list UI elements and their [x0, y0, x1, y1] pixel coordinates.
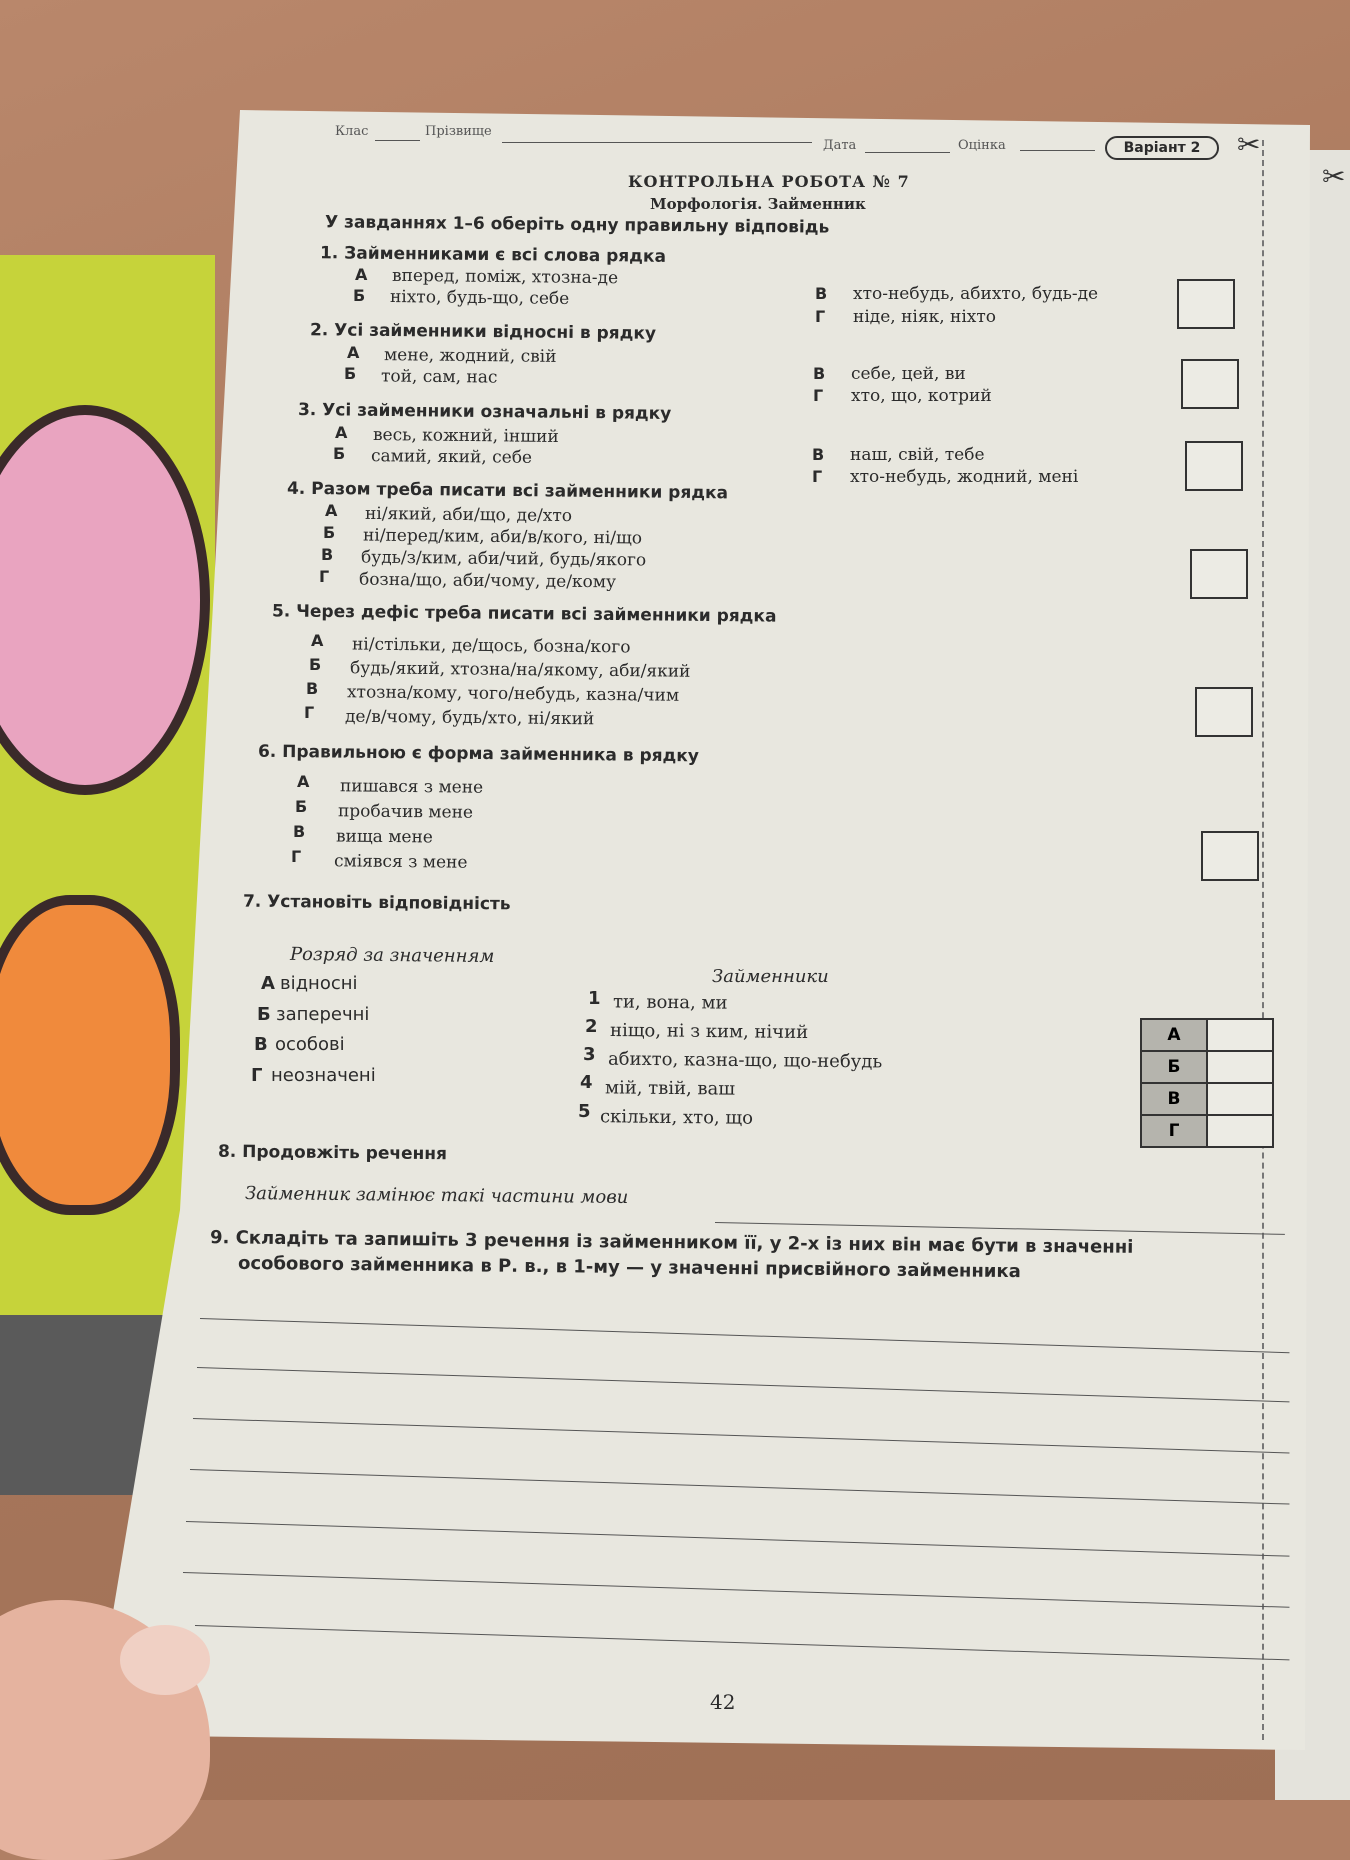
option-letter: В	[815, 284, 828, 303]
category-text: особові	[275, 1034, 345, 1055]
instruction: У завданнях 1–6 оберіть одну правильну відповідь	[324, 212, 830, 238]
option-letter: Г	[291, 847, 302, 866]
option-letter: В	[813, 364, 826, 383]
question-1: 1. Займенниками є всі слова рядка	[319, 243, 667, 267]
pronoun-text: абихто, казна-що, що-небудь	[607, 1048, 883, 1073]
option-letter: Г	[319, 567, 330, 586]
option-letter: Б	[344, 364, 357, 383]
option-text: будь/який, хтозна/на/якому, аби/який	[349, 658, 691, 682]
option-letter: А	[325, 501, 338, 520]
option-letter: Б	[323, 523, 336, 542]
option-text: наш, свій, тебе	[850, 445, 985, 465]
question-3: 3. Усі займенники означальні в рядку	[297, 400, 672, 424]
option-text: весь, кожний, інший	[372, 425, 559, 447]
option-text: хто, що, котрий	[851, 386, 992, 406]
option-text: ні/який, аби/що, де/хто	[364, 503, 573, 527]
answer-box-6[interactable]	[1201, 831, 1259, 881]
category-heading: Розряд за значенням	[289, 943, 495, 968]
option-text: пробачив мене	[337, 801, 474, 823]
option-letter: А	[347, 343, 360, 362]
answer-box-2[interactable]	[1181, 359, 1239, 409]
option-text: хто-небудь, абихто, будь-де	[853, 284, 1099, 304]
answer-box-4[interactable]	[1190, 549, 1248, 599]
variant-badge: Варіант 2	[1105, 136, 1219, 160]
category-letter: В	[254, 1034, 268, 1055]
surname-label: Прізвище	[425, 124, 492, 139]
question-9: 9. Складіть та запишіть 3 речення із займенником її, у 2-х із них він має бути в значенні	[209, 1227, 1134, 1258]
option-letter: А	[355, 265, 368, 284]
page-title: КОНТРОЛЬНА РОБОТА № 7	[628, 172, 910, 191]
option-text: бозна/що, аби/чому, де/кому	[358, 569, 617, 593]
option-letter: В	[321, 545, 334, 564]
worksheet-page	[40, 110, 1310, 1750]
option-text: хтозна/кому, чого/небудь, казна/чим	[346, 682, 680, 706]
option-letter: А	[335, 423, 348, 442]
pronoun-number: 2	[585, 1016, 598, 1037]
pronoun-text: мій, твій, ваш	[604, 1077, 736, 1100]
option-letter: Б	[309, 655, 322, 674]
pronoun-number: 5	[578, 1101, 591, 1122]
option-letter: Г	[812, 467, 823, 486]
option-text: мене, жодний, свій	[383, 345, 557, 367]
pronoun-text: ніщо, ні з ким, нічий	[609, 1019, 809, 1044]
option-letter: Г	[815, 307, 826, 326]
question-9-continued: особового займенника в Р. в., в 1-му — у значенні присвійного займенника	[237, 1252, 1021, 1283]
grid-answer-cell[interactable]	[1207, 1019, 1273, 1051]
option-letter: В	[306, 679, 319, 698]
surname-field[interactable]	[502, 142, 812, 143]
option-text: ні/стільки, де/щось, бозна/кого	[351, 634, 631, 658]
option-letter: Г	[304, 703, 315, 722]
answer-box-1[interactable]	[1177, 279, 1235, 329]
grid-answer-cell[interactable]	[1207, 1115, 1273, 1147]
pronouns-heading: Займенники	[712, 966, 829, 987]
flower-pattern	[0, 895, 180, 1215]
option-text: ніхто, будь-що, себе	[389, 287, 570, 309]
option-text: де/в/чому, будь/хто, ні/який	[344, 706, 595, 730]
option-text: будь/з/ким, аби/чий, будь/якого	[360, 547, 647, 571]
date-label: Дата	[823, 138, 857, 153]
q8-prompt: Займенник замінює такі частини мови	[244, 1182, 629, 1209]
category-text: неозначені	[271, 1065, 376, 1086]
option-text: самий, який, себе	[370, 446, 533, 468]
grid-letter: В	[1141, 1083, 1207, 1115]
option-letter: Б	[353, 286, 366, 305]
grid-letter: Б	[1141, 1051, 1207, 1083]
option-letter: В	[293, 822, 306, 841]
option-text: хто-небудь, жодний, мені	[850, 467, 1079, 487]
category-text: відносні	[280, 973, 358, 994]
option-letter: Б	[333, 444, 346, 463]
question-8: 8. Продовжіть речення	[217, 1141, 448, 1165]
option-text: вища мене	[335, 826, 434, 848]
answer-grid	[1140, 1018, 1274, 1148]
option-text: ніде, ніяк, ніхто	[853, 307, 997, 327]
question-2: 2. Усі займенники відносні в рядку	[309, 320, 657, 344]
option-letter: Б	[295, 797, 308, 816]
grade-field[interactable]	[1020, 150, 1095, 151]
scissors-icon: ✂	[1322, 160, 1346, 193]
pronoun-number: 4	[580, 1072, 593, 1093]
class-label: Клас	[335, 124, 369, 139]
category-letter: Б	[257, 1004, 271, 1025]
class-field[interactable]	[375, 140, 420, 141]
flower-pattern	[0, 405, 210, 795]
option-letter: А	[297, 772, 310, 791]
question-4: 4. Разом треба писати всі займенники рядка	[286, 478, 729, 504]
grid-letter: А	[1141, 1019, 1207, 1051]
pronoun-number: 3	[583, 1044, 596, 1065]
grade-label: Оцінка	[958, 138, 1006, 153]
option-text: вперед, поміж, хтозна-де	[391, 265, 619, 289]
grid-answer-cell[interactable]	[1207, 1083, 1273, 1115]
option-letter: Г	[813, 386, 824, 405]
cut-line	[1262, 140, 1264, 1740]
category-letter: Г	[251, 1065, 263, 1086]
option-letter: В	[812, 445, 825, 464]
answer-box-3[interactable]	[1185, 441, 1243, 491]
page-subtitle: Морфологія. Займенник	[650, 195, 866, 213]
option-text: себе, цей, ви	[851, 364, 966, 384]
category-letter: А	[261, 973, 275, 994]
question-7: 7. Установіть відповідність	[242, 891, 511, 915]
grid-answer-cell[interactable]	[1207, 1051, 1273, 1083]
option-text: пишався з мене	[339, 776, 484, 798]
pronoun-number: 1	[588, 988, 601, 1009]
question-5: 5. Через дефіс треба писати всі займенники рядка	[271, 601, 777, 627]
option-letter: А	[311, 631, 324, 650]
answer-box-5[interactable]	[1195, 687, 1253, 737]
thumb-nail	[120, 1625, 210, 1695]
pronoun-text: скільки, хто, що	[599, 1106, 754, 1129]
category-text: заперечні	[276, 1004, 370, 1025]
scissors-icon: ✂	[1237, 128, 1261, 161]
option-text: той, сам, нас	[380, 366, 498, 388]
question-6: 6. Правильною є форма займенника в рядку	[257, 741, 700, 767]
option-text: сміявся з мене	[333, 851, 468, 873]
option-text: ні/перед/ким, аби/в/кого, ні/що	[362, 525, 643, 549]
page-number: 42	[710, 1690, 736, 1714]
date-field[interactable]	[865, 152, 950, 153]
pronoun-text: ти, вона, ми	[612, 991, 728, 1014]
grid-letter: Г	[1141, 1115, 1207, 1147]
